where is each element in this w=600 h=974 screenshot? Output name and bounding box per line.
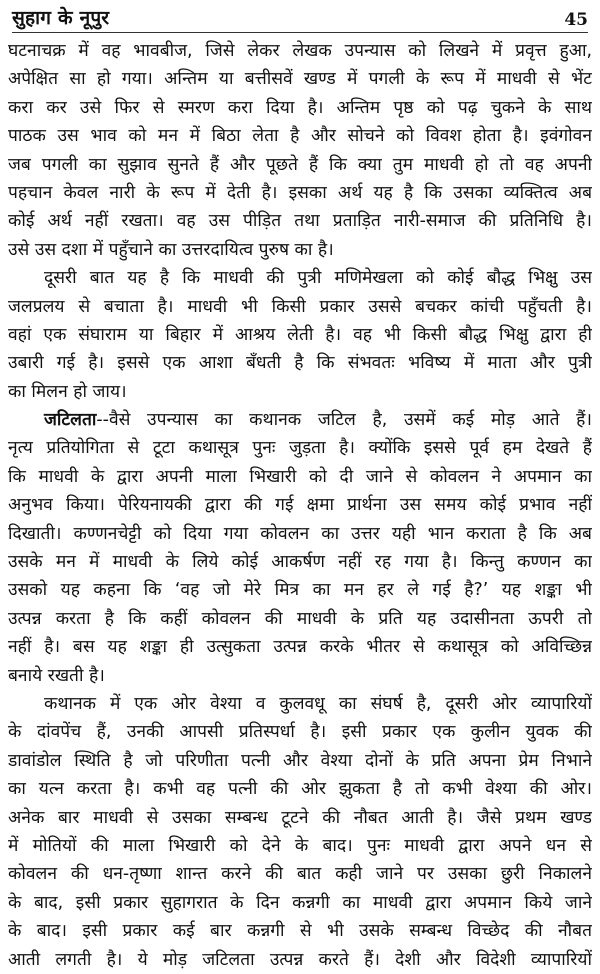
text-line: दिखाती। कण्णनचेट्टी को दिया गया कोवलन का उत्तर यही भान कराता है कि अब: [8, 523, 592, 544]
text-line: कोई अर्थ नहीं रखता। वह उस पीड़ित तथा प्रताड़ित नारी-समाज की प्रतिनिधि है।: [8, 211, 592, 232]
paragraph-lead-term: जटिलता: [44, 410, 97, 431]
text-line: का मिलन हो जाय।: [8, 381, 127, 402]
text-line: के बाद। इसी प्रकार कई बार कन्नगी से भी उसके सम्बन्ध विच्छेद की नौबत: [8, 921, 592, 942]
text-line: जब पगली का सुझाव सुनते हैं और पूछते हैं कि क्या तुम माधवी हो तो वह अपनी: [8, 154, 592, 175]
text-line: अपेक्षित सा हो गया। अन्तिम या बत्तीसवें खण्ड में पगली के रूप में माधवी से भेंट: [8, 69, 592, 90]
text-line: जलप्रलय से बचाता है। माधवी भी किसी प्रकार उससे बचकर कांची पहुँचती है।: [8, 296, 592, 317]
paragraph-2: [8, 264, 592, 406]
text-line: उत्पन्न करता है कि कहीं कोवलन की माधवी के प्रति यह उदासीनता ऊपरी तो: [8, 608, 592, 629]
text-line: कोवलन की धन-तृष्णा शान्त करने की बात कही जाने पर उसका छुरी निकालने: [8, 864, 592, 885]
text-line: आती लगती है। ये मोड़ जटिलता उत्पन्न करते हैं। देशी और विदेशी व्यापारियों: [8, 949, 592, 970]
text-line: उबारी गई है। इससे एक आशा बँधती है कि संभवतः भविष्य में माता और पुत्री: [8, 353, 592, 374]
text-line: में मोतियों की माला भिखारी को देने के बाद। पुनः माधवी द्वारा अपने धन से: [8, 835, 592, 856]
text-line: का यत्न करता है। कभी वह पत्नी की ओर झुकता है तो कभी वेश्या की ओर।: [8, 779, 592, 800]
text-line: पाठक उस भाव को मन में बिठा लेता है और सोचने को विवश होता है। इवंगोवन: [8, 126, 592, 147]
text-line: बनाये रखती है।: [8, 665, 105, 686]
text-line: उसे उस दशा में पहुँचाने का उत्तरदायित्व पुरुष का है।: [8, 239, 334, 260]
text-line: नहीं है। बस यह शङ्का ही उत्सुकता उत्पन्न करके भीतर से कथासूत्र को अविच्छिन्न: [8, 637, 592, 658]
text-line: दूसरी बात यह है कि माधवी की पुत्री मणिमेखला को कोई बौद्ध भिक्षु उस: [44, 268, 592, 289]
text-line: अनुभव किया। पेरियनायकी द्वारा की गई क्षमा प्रार्थना उस समय कोई प्रभाव नहीं: [8, 495, 592, 516]
text-line: उसको यह कहना कि ‘वह जो मेरे मित्र का मन हर ले गई है?’ यह शङ्का भी: [8, 580, 592, 601]
page-number: 45: [564, 10, 588, 30]
paragraph-3: [8, 406, 592, 690]
text-line-rest: --वैसे उपन्यास का कथानक जटिल है, उसमें कई मोड़ आते हैं।: [96, 410, 592, 431]
text-line: के दांवपेंच हैं, उनकी आपसी प्रतिस्पर्धा है। इसी प्रकार एक कुलीन युवक की: [8, 722, 592, 743]
paragraph-1: [8, 37, 592, 264]
text-line: कि माधवी के द्वारा अपनी माला भिखारी को दी जाने से कोवलन ने अपमान का: [8, 466, 592, 487]
text-line: अनेक बार माधवी से उसका सम्बन्ध टूटने की नौबत आती है। जैसे प्रथम खण्ड: [8, 807, 592, 828]
text-line: घटनाचक्र में वह भावबीज, जिसे लेकर लेखक उपन्यास को लिखने में प्रवृत्त हुआ,: [8, 41, 592, 61]
text-line: करा कर उसे फिर से स्मरण करा दिया है। अन्तिम पृष्ठ को पढ़ चुकने के साथ: [8, 97, 592, 118]
text-line: पहचान केवल नारी के रूप में देती है। इसका अर्थ यह है कि उसका व्यक्तित्व अब: [8, 182, 592, 203]
page-header: [12, 0, 588, 33]
running-title: सुहाग के नूपुर: [12, 7, 110, 29]
paragraph-4: [8, 690, 592, 974]
text-line: नृत्य प्रतियोगिता से टूटा कथासूत्र पुनः जुड़ता है। क्योंकि इससे पूर्व हम देखते हैं: [8, 438, 592, 459]
text-line: [8, 406, 592, 434]
text-line: डावांडोल स्थिति है जो परिणीता पत्नी और वेश्या दोनों के प्रति अपना प्रेम निभाने: [8, 750, 592, 771]
text-line: कथानक में एक ओर वेश्या व कुलवधू का संघर्ष है, दूसरी ओर व्यापारियों: [44, 693, 592, 714]
text-line: उसके मन में माधवी के लिये कोई आकर्षण नहीं रह गया है। किन्तु कण्णन का: [8, 552, 592, 573]
page-body: [8, 37, 592, 974]
text-line: वहां एक संघाराम या बिहार में आश्रय लेती है। वह भी किसी बौद्ध भिक्षु द्वारा ही: [8, 324, 592, 345]
text-line: के बाद, इसी प्रकार सुहागरात के दिन कन्नगी का माधवी द्वारा अपमान किये जाने: [8, 892, 592, 913]
